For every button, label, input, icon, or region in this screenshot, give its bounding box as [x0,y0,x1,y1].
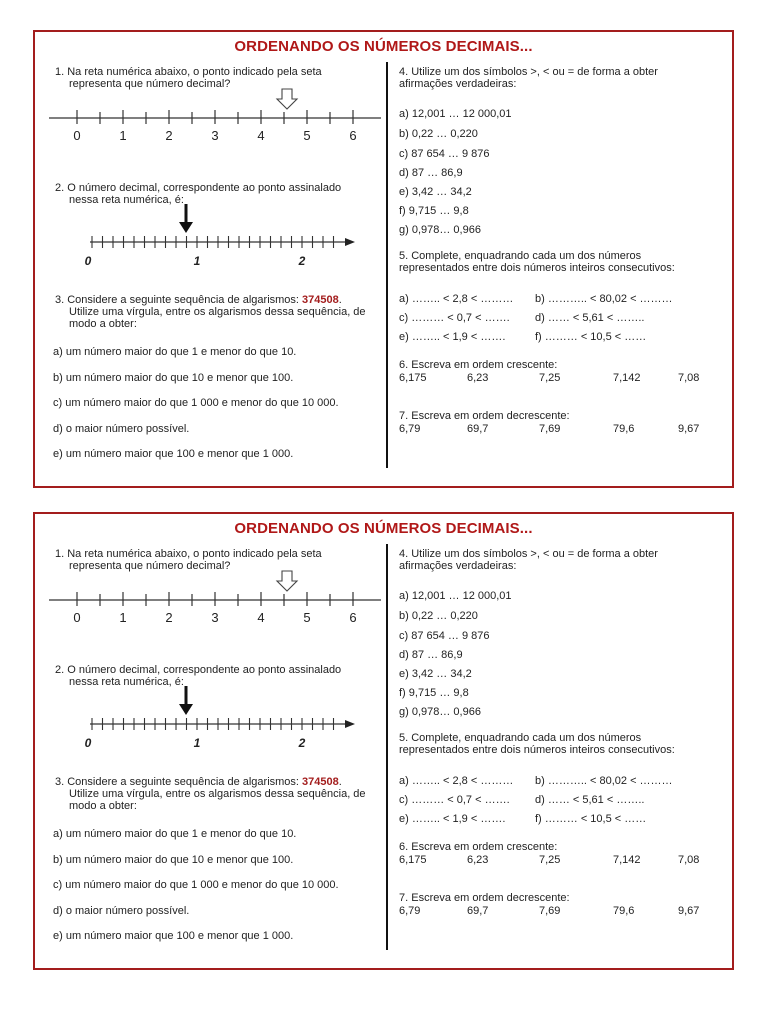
q3-line1-text: 3. Considere a seguinte sequência de algarismos: [55,776,303,788]
q6-value-1: 6,175 [399,854,427,866]
nl1-label-5: 5 [303,128,311,143]
q3-line3: modo a obter: [69,800,137,812]
q5-item-e: e) …….. < 1,9 < ……. [399,813,506,825]
nl2-label-2: 2 [298,254,306,268]
q3-line1 [55,294,342,306]
q4-item-e: e) 3,42 … 34,2 [399,186,472,198]
nl1-label-5: 5 [303,610,311,625]
q6-value-5: 7,08 [678,372,700,384]
q5-item-c: c) ……… < 0,7 < ……. [399,312,510,324]
column-divider [386,62,388,468]
q7-value-1: 6,79 [399,905,421,917]
q6-value-2: 6,23 [467,372,489,384]
q5-item-b: b) ……….. < 80,02 < ……… [535,775,673,787]
q7-value-3: 7,69 [539,423,561,435]
q1-line1: 1. Na reta numérica abaixo, o ponto indicado pela seta [55,66,322,78]
q4-item-e: e) 3,42 … 34,2 [399,668,472,680]
number-line-1 [49,84,381,146]
q5-line1: 5. Complete, enquadrando cada um dos números [399,732,642,744]
nl1-label-2: 2 [165,610,173,625]
q4-item-g: g) 0,978… 0,966 [399,706,481,718]
q3-item-b: b) um número maior do que 10 e menor que 100. [53,854,294,866]
nl1-label-1: 1 [119,128,127,143]
q4-item-b: b) 0,22 … 0,220 [399,610,478,622]
q6-heading: 6. Escreva em ordem crescente: [399,841,558,853]
nl1-label-2: 2 [165,128,173,143]
q3-item-c: c) um número maior do que 1 000 e menor do que 10 000. [53,879,339,891]
q4-item-g: g) 0,978… 0,966 [399,224,481,236]
q7-value-4: 79,6 [613,423,635,435]
q3-item-c: c) um número maior do que 1 000 e menor do que 10 000. [53,397,339,409]
nl2-label-1: 1 [193,254,201,268]
q6-value-5: 7,08 [678,854,700,866]
q4-item-c: c) 87 654 … 9 876 [399,148,490,160]
column-divider [386,544,388,950]
q4-item-a: a) 12,001 … 12 000,01 [399,108,512,120]
nl2-label-2: 2 [298,736,306,750]
number-line-1 [49,566,381,628]
nl2-label-0: 0 [84,736,92,750]
q6-value-4: 7,142 [613,372,641,384]
nl2-label-0: 0 [84,254,92,268]
q2-line1: 2. O número decimal, correspondente ao ponto assinalado [55,664,342,676]
q4-item-d: d) 87 … 86,9 [399,649,463,661]
q1-line1: 1. Na reta numérica abaixo, o ponto indicado pela seta [55,548,322,560]
q3-item-d: d) o maior número possível. [53,905,190,917]
q7-value-5: 9,67 [678,423,700,435]
number-line-2 [75,200,365,268]
q3-line1-text: 3. Considere a seguinte sequência de algarismos: [55,294,303,306]
worksheet-title: ORDENANDO OS NÚMEROS DECIMAIS... [234,38,533,55]
q3-line2: Utilize uma vírgula, entre os algarismos dessa sequência, de [69,788,366,800]
q6-value-3: 7,25 [539,854,561,866]
q5-line2: representados entre dois números inteiros consecutivos: [399,262,675,274]
q3-item-d: d) o maior número possível. [53,423,190,435]
nl1-label-4: 4 [257,610,265,625]
q3-item-e: e) um número maior que 100 e menor que 1 000. [53,448,294,460]
q5-item-b: b) ……….. < 80,02 < ……… [535,293,673,305]
q2-line2: nessa reta numérica, é: [69,194,184,206]
q5-line1: 5. Complete, enquadrando cada um dos números [399,250,642,262]
worksheet-top [33,30,734,488]
q7-value-1: 6,79 [399,423,421,435]
q1-line2: representa que número decimal? [69,78,231,90]
q5-item-a: a) …….. < 2,8 < ……… [399,293,514,305]
q4-item-f: f) 9,715 … 9,8 [399,687,469,699]
nl1-label-6: 6 [349,128,357,143]
q3-sequence: 374508 [302,294,339,306]
q3-sequence: 374508 [302,776,339,788]
q6-value-1: 6,175 [399,372,427,384]
q5-item-d: d) …… < 5,61 < …….. [535,794,645,806]
nl1-label-0: 0 [73,128,81,143]
q7-value-2: 69,7 [467,905,489,917]
nl1-label-6: 6 [349,610,357,625]
solid-arrow-icon [179,204,193,233]
q4-item-a: a) 12,001 … 12 000,01 [399,590,512,602]
nl1-label-1: 1 [119,610,127,625]
q4-line1: 4. Utilize um dos símbolos >, < ou = de forma a obter [399,66,658,78]
solid-arrow-icon [179,686,193,715]
q7-value-3: 7,69 [539,905,561,917]
q3-line1 [55,776,342,788]
q6-heading: 6. Escreva em ordem crescente: [399,359,558,371]
q4-item-b: b) 0,22 … 0,220 [399,128,478,140]
q4-item-d: d) 87 … 86,9 [399,167,463,179]
q3-item-e: e) um número maior que 100 e menor que 1 000. [53,930,294,942]
q4-item-f: f) 9,715 … 9,8 [399,205,469,217]
q1-line2: representa que número decimal? [69,560,231,572]
q3-item-a: a) um número maior do que 1 e menor do que 10. [53,346,297,358]
q5-item-f: f) ……… < 10,5 < …… [535,813,647,825]
q3-line2: Utilize uma vírgula, entre os algarismos dessa sequência, de [69,306,366,318]
q5-item-f: f) ……… < 10,5 < …… [535,331,647,343]
q6-value-3: 7,25 [539,372,561,384]
q5-line2: representados entre dois números inteiros consecutivos: [399,744,675,756]
q4-line1: 4. Utilize um dos símbolos >, < ou = de forma a obter [399,548,658,560]
hollow-arrow-icon [277,89,297,109]
q7-heading: 7. Escreva em ordem decrescente: [399,892,570,904]
q6-value-2: 6,23 [467,854,489,866]
q3-line1-end: . [338,294,342,306]
q3-item-b: b) um número maior do que 10 e menor que 100. [53,372,294,384]
number-line-2 [75,682,365,750]
nl1-label-3: 3 [211,610,219,625]
q3-line1-end: . [338,776,342,788]
nl1-label-3: 3 [211,128,219,143]
hollow-arrow-icon [277,571,297,591]
q5-item-c: c) ……… < 0,7 < ……. [399,794,510,806]
q3-line3: modo a obter: [69,318,137,330]
nl1-label-4: 4 [257,128,265,143]
q5-item-a: a) …….. < 2,8 < ……… [399,775,514,787]
q4-line2: afirmações verdadeiras: [399,560,517,572]
q6-value-4: 7,142 [613,854,641,866]
q5-item-e: e) …….. < 1,9 < ……. [399,331,506,343]
q5-item-d: d) …… < 5,61 < …….. [535,312,645,324]
worksheet-title: ORDENANDO OS NÚMEROS DECIMAIS... [234,520,533,537]
q7-value-5: 9,67 [678,905,700,917]
q7-heading: 7. Escreva em ordem decrescente: [399,410,570,422]
q4-item-c: c) 87 654 … 9 876 [399,630,490,642]
nl2-label-1: 1 [193,736,201,750]
worksheet-bottom [33,512,734,970]
q2-line2: nessa reta numérica, é: [69,676,184,688]
q7-value-2: 69,7 [467,423,489,435]
q3-item-a: a) um número maior do que 1 e menor do que 10. [53,828,297,840]
q2-line1: 2. O número decimal, correspondente ao ponto assinalado [55,182,342,194]
nl1-label-0: 0 [73,610,81,625]
q7-value-4: 79,6 [613,905,635,917]
q4-line2: afirmações verdadeiras: [399,78,517,90]
